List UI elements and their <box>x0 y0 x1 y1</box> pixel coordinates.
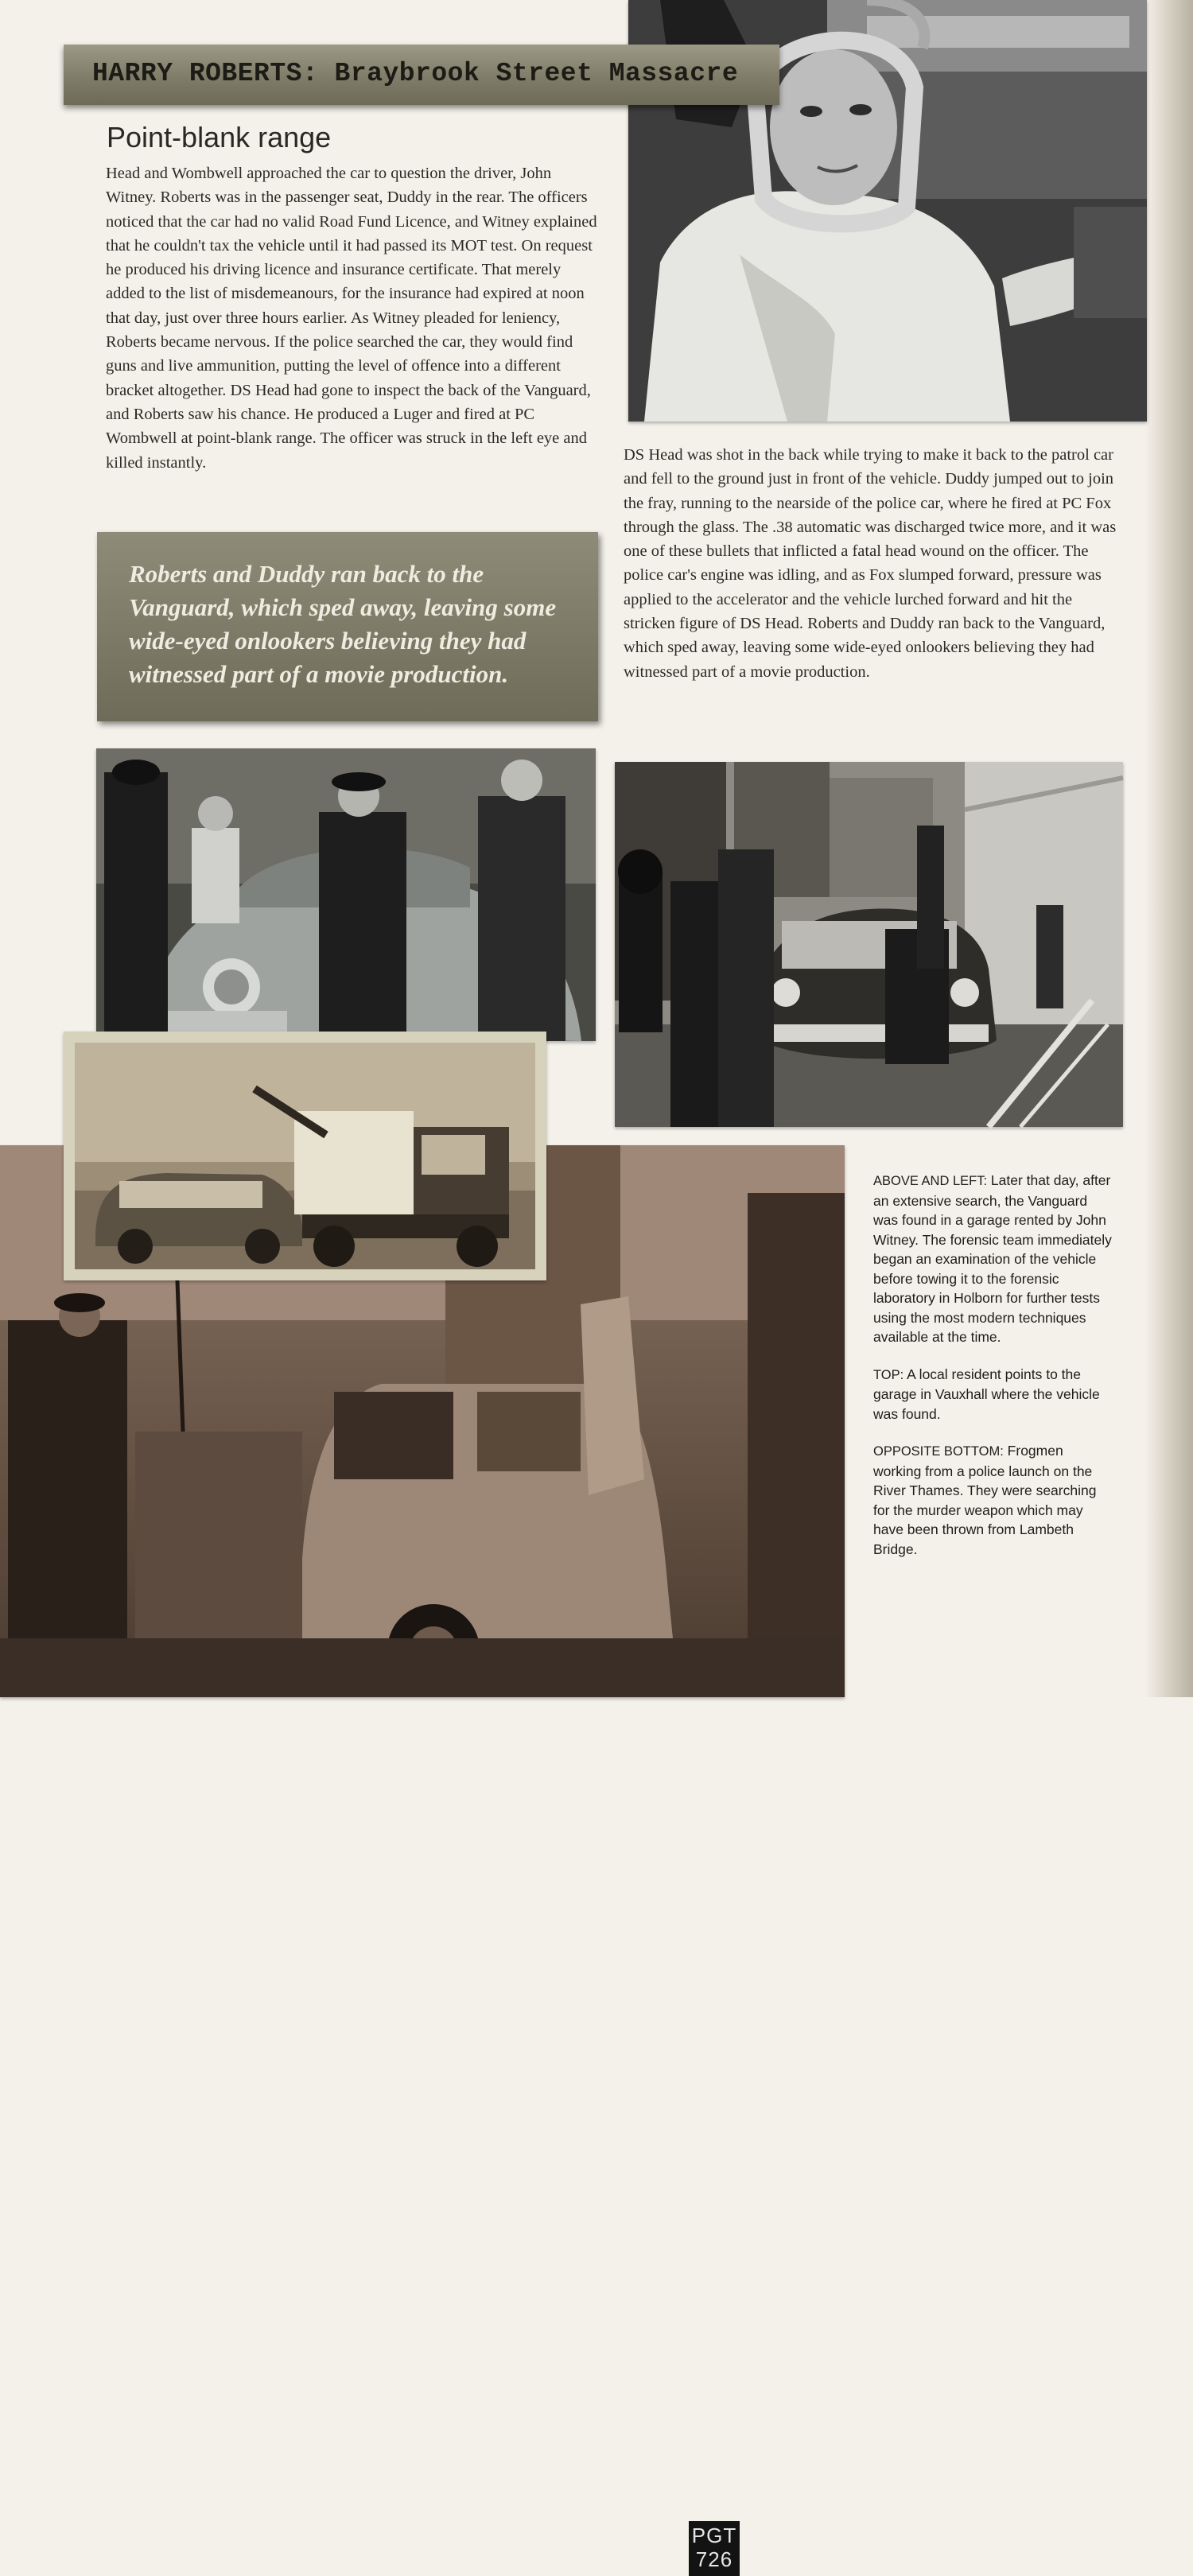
caption-opposite-bottom-text: Frogmen working from a police launch on the River Thames. They were searching for the murder weapon which may have been thrown from Lambeth Bridge. <box>873 1443 1097 1557</box>
header-banner <box>64 45 779 105</box>
caption-opposite-bottom <box>873 1441 1112 1559</box>
photo-officers-examining-car <box>96 748 596 1041</box>
photo-street-police-vanguard <box>615 762 1123 1127</box>
caption-above-left-text: Later that day, after an extensive search, the Vanguard was found in a garage rented by John Witney. The forensic team immediately began an examination of the vehicle before towing it to the forensic laboratory in Holborn for further tests using the most modern techniques available at the time. <box>873 1172 1112 1345</box>
caption-top-text: A local resident points to the garage in Vauxhall where the vehicle was found. <box>873 1366 1100 1422</box>
pull-quote-text: Roberts and Duddy ran back to the Vanguard, which sped away, leaving some wide-eyed onlookers believing they had witnessed part of a movie production. <box>129 560 557 688</box>
number-plate-line2: 726 <box>695 2547 733 2571</box>
number-plate-line1: PGT <box>691 2524 737 2547</box>
left-column-paragraph: Head and Wombwell approached the car to question the driver, John Witney. Roberts was in the passenger seat, Duddy in the rear. The officers noticed that the car had no valid Road Fund Licence, and Witney explained that he couldn't tax the vehicle until it had passed its MOT test. On request he produced his driving licence and insurance certificate. That merely added to the list of misdemeanours, for the insurance had expired at noon that day, just over three hours earlier. As Witney pleaded for leniency, Roberts became nervous. If the police searched the car, they would find guns and live ammunition, putting the level of offence into a different bracket altogether. DS Head had gone to inspect the back of the Vanguard, and Roberts saw his chance. He produced a Luger and fired at PC Wombwell at point-blank range. The officer was struck in the left eye and killed instantly. <box>106 165 597 472</box>
photo-tow-truck <box>64 1032 546 1280</box>
caption-above-left-label: ABOVE AND LEFT: <box>873 1174 988 1188</box>
book-gutter-shadow <box>1145 0 1193 1697</box>
pull-quote <box>97 532 598 721</box>
right-column-paragraph: DS Head was shot in the back while trying to make it back to the patrol car and fell to the ground just in front of the vehicle. Duddy jumped out to join the fray, running to the nearside of the police car, where he fired at PC Fox through the glass. The .38 automatic was discharged twice more, and it was one of these bullets that inflicted a fatal head wound on the officer. The police car's engine was idling, and as Fox slumped forward, pressure was applied to the accelerator and the vehicle lurched forward and hit the stricken figure of DS Head. Roberts and Duddy ran back to the Vanguard, which sped away, leaving some wide-eyed onlookers believing they had witnessed part of a movie production. <box>624 446 1117 681</box>
photo-captions <box>873 1171 1112 1576</box>
caption-top-label: TOP: <box>873 1367 904 1382</box>
number-plate <box>689 2521 740 2576</box>
caption-opposite-bottom-label: OPPOSITE BOTTOM: <box>873 1444 1004 1459</box>
section-title: Point-blank range <box>107 121 332 153</box>
caption-above-left <box>873 1171 1112 1347</box>
page-title: HARRY ROBERTS: Braybrook Street Massacre <box>92 59 739 88</box>
caption-top <box>873 1365 1112 1424</box>
